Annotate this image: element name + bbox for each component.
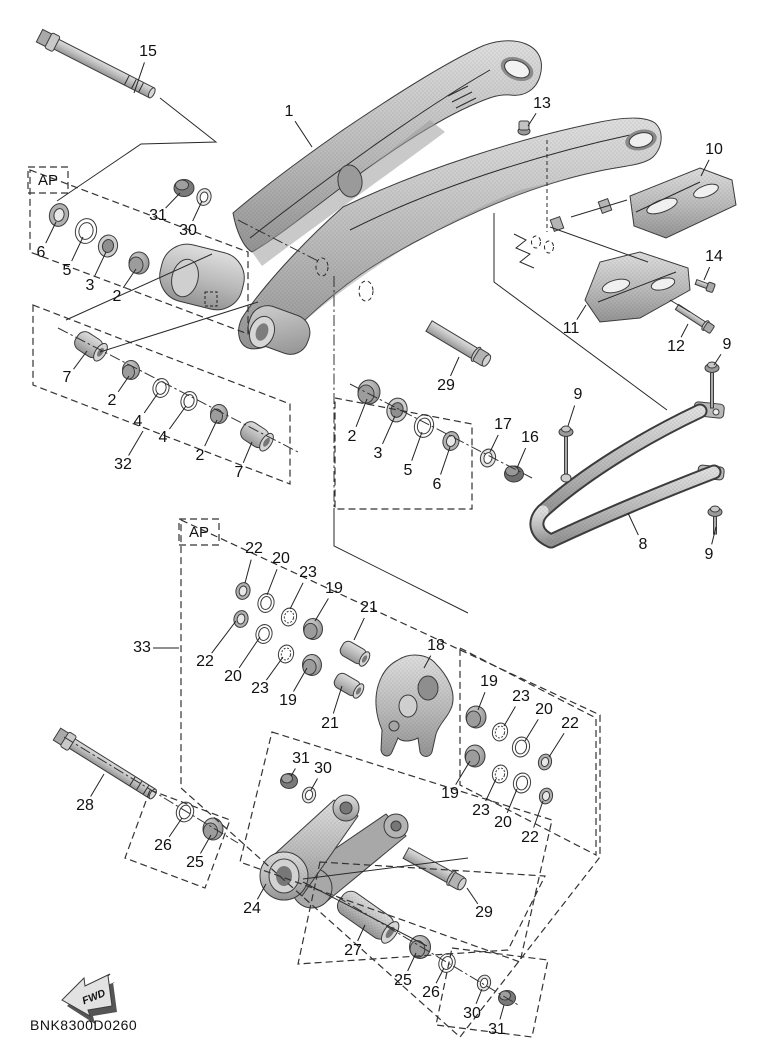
callout-leader-25 (408, 953, 416, 971)
callout-label-8: 8 (638, 536, 648, 554)
nut-31b (281, 774, 298, 789)
collar-7a (72, 329, 111, 364)
callout-leader-23 (290, 583, 303, 609)
callout-label-30: 30 (179, 222, 197, 240)
callout-label-14: 14 (705, 248, 723, 266)
callout-leader-4 (144, 393, 158, 413)
callout-leader-19 (456, 761, 470, 785)
callout-leader-22 (245, 560, 251, 583)
callout-leader-2 (205, 420, 217, 446)
callout-label-2: 2 (112, 288, 122, 306)
callout-leader-31 (166, 193, 180, 208)
callout-label-31: 31 (149, 207, 167, 225)
callout-leader-25 (200, 835, 211, 853)
callout-leader-24 (257, 884, 266, 899)
callout-label-18: 18 (427, 637, 445, 655)
callout-label-13: 13 (533, 95, 551, 113)
callout-leader-23 (266, 657, 283, 680)
callout-label-28: 28 (76, 797, 94, 815)
callout-leader-20 (267, 569, 277, 595)
callout-leader-20 (507, 789, 517, 813)
bearing-3a (96, 233, 120, 259)
callout-leader-14 (704, 267, 710, 280)
callout-label-26: 26 (154, 837, 172, 855)
bushing-19c (466, 706, 486, 728)
callout-label-23: 23 (512, 688, 530, 706)
callout-leader-23 (486, 779, 496, 801)
callout-label-25: 25 (394, 972, 412, 990)
washer-4b (179, 390, 199, 412)
circlip-20d (511, 771, 532, 795)
circlip-5a (73, 216, 99, 245)
callout-leader-13 (528, 113, 536, 126)
bolt-9b (559, 426, 573, 482)
callout-label-23: 23 (299, 564, 317, 582)
bushing-2b (358, 380, 380, 404)
circlip-20c (510, 735, 531, 759)
ap-label-top: AP (37, 171, 59, 189)
callout-label-19: 19 (325, 580, 343, 598)
callout-label-32: 32 (114, 456, 132, 474)
collar-21a (338, 639, 372, 668)
bushing-19b (303, 655, 322, 676)
callout-leader-22 (212, 621, 236, 653)
callout-label-23: 23 (472, 802, 490, 820)
ap-label-bottom: AP (188, 523, 210, 541)
callout-label-16: 16 (521, 429, 539, 447)
callout-label-20: 20 (494, 814, 512, 832)
nut-31a (174, 180, 194, 197)
oil-seal-22b (232, 609, 250, 629)
callout-leader-19 (315, 598, 328, 621)
bushing-2d (211, 405, 228, 424)
callout-leader-5 (412, 432, 422, 461)
callout-label-22: 22 (561, 715, 579, 733)
callout-leader-23 (504, 706, 515, 726)
callout-leader-1 (295, 121, 312, 147)
washer-4a (151, 377, 171, 399)
oil-seal-6a (47, 202, 71, 229)
callout-leader-6 (441, 447, 450, 475)
callout-label-2: 2 (107, 392, 117, 410)
callout-label-30: 30 (463, 1005, 481, 1023)
callout-label-19: 19 (480, 673, 498, 691)
callout-label-7: 7 (62, 369, 72, 387)
bolt-28 (52, 727, 159, 803)
callout-leader-8 (628, 513, 638, 535)
callout-leader-21 (333, 686, 342, 714)
callout-leader-2 (123, 269, 136, 288)
pivot-shaft-bolt (36, 28, 158, 101)
callout-label-29: 29 (475, 904, 493, 922)
callout-leader-22 (549, 733, 564, 757)
callout-label-33: 33 (133, 639, 151, 657)
washer-23a (280, 606, 299, 627)
callout-label-22: 22 (521, 829, 539, 847)
washer-30b (301, 786, 318, 805)
callout-label-21: 21 (360, 599, 378, 617)
bolt-12 (674, 302, 715, 334)
callout-label-5: 5 (62, 262, 72, 280)
diagram-code: BNK8300D0260 (30, 1017, 138, 1033)
bushing-2a (129, 252, 149, 274)
callout-label-24: 24 (243, 900, 261, 918)
callout-label-4: 4 (133, 413, 143, 431)
callout-label-31: 31 (292, 750, 310, 768)
callout-leader-16 (517, 448, 526, 468)
callout-leader-2 (118, 376, 129, 392)
callout-leader-7 (74, 351, 87, 369)
oil-seal-22d (538, 787, 554, 806)
collar-21b (332, 671, 366, 700)
relay-arm-18 (376, 655, 453, 756)
callout-label-9: 9 (722, 336, 732, 354)
swingarm-assembly (154, 41, 661, 360)
oil-seal-22c (537, 753, 553, 772)
callout-label-2: 2 (195, 447, 205, 465)
washer-17 (479, 447, 498, 468)
callout-label-11: 11 (562, 320, 580, 338)
callout-label-17: 17 (494, 416, 512, 434)
callout-label-15: 15 (139, 43, 157, 61)
callout-leader-26 (436, 968, 444, 983)
oil-seal-22a (234, 581, 252, 601)
callout-leader-28 (91, 774, 104, 797)
bushing-2c (123, 361, 140, 380)
circlip-20a (256, 592, 276, 614)
callout-label-22: 22 (196, 653, 214, 671)
callout-leader-20 (525, 719, 538, 741)
callout-label-31: 31 (488, 1021, 506, 1039)
bushing-19a (304, 619, 323, 640)
callout-label-1: 1 (284, 103, 294, 121)
washer-30a (195, 187, 213, 207)
callout-label-23: 23 (251, 680, 269, 698)
callout-label-6: 6 (36, 244, 46, 262)
callout-label-27: 27 (344, 942, 362, 960)
bolt-14 (694, 278, 715, 293)
callout-label-25: 25 (186, 854, 204, 872)
callout-label-10: 10 (705, 141, 723, 159)
callout-label-2: 2 (347, 428, 357, 446)
callout-label-20: 20 (272, 550, 290, 568)
callout-leader-9 (568, 405, 575, 426)
callout-leader-19 (293, 668, 307, 691)
callout-label-6: 6 (432, 476, 442, 494)
oil-seal-6b (441, 430, 461, 452)
callout-leader-29 (467, 888, 478, 904)
chain-guard-11 (585, 252, 690, 322)
chain-guard-10 (630, 168, 736, 238)
callout-leader-7 (243, 442, 252, 463)
callout-leader-32 (129, 431, 143, 456)
callout-label-5: 5 (403, 462, 413, 480)
callout-label-20: 20 (535, 701, 553, 719)
bushing-25a (203, 818, 223, 840)
bolt-29a (425, 319, 493, 369)
washer-23c (491, 721, 510, 742)
callout-label-4: 4 (158, 429, 168, 447)
callout-label-7: 7 (234, 464, 244, 482)
callout-leader-21 (354, 618, 364, 640)
callout-label-9: 9 (573, 386, 583, 404)
bearing-3b (384, 396, 409, 424)
callout-leader-4 (169, 406, 186, 429)
callout-label-21: 21 (321, 715, 339, 733)
callout-leader-17 (490, 435, 498, 452)
callout-leader-20 (239, 637, 260, 668)
connecting-rod-24 (260, 795, 408, 908)
callout-leader-31 (500, 1005, 504, 1019)
callout-leader-29 (450, 357, 459, 376)
callout-leader-11 (577, 305, 586, 320)
callout-label-30: 30 (314, 760, 332, 778)
callout-label-22: 22 (245, 540, 263, 558)
callout-leader-30 (193, 201, 202, 221)
callout-leader-5 (72, 237, 83, 261)
bolt-9a (705, 362, 719, 408)
washer-30c (476, 974, 493, 993)
callout-leader-26 (169, 818, 182, 837)
callout-label-20: 20 (224, 668, 242, 686)
callout-label-19: 19 (279, 692, 297, 710)
callout-label-12: 12 (667, 338, 685, 356)
callout-label-26: 26 (422, 984, 440, 1002)
callout-leader-12 (681, 324, 688, 337)
callout-label-9: 9 (704, 546, 714, 564)
callout-leader-30 (476, 989, 482, 1004)
bolt-13 (518, 121, 530, 135)
collar-7b (238, 419, 277, 454)
callout-label-29: 29 (437, 377, 455, 395)
callout-label-3: 3 (85, 277, 95, 295)
callout-leader-30 (311, 779, 318, 790)
fwd-arrow-label: FWD (80, 987, 108, 1008)
callout-leader-3 (95, 252, 106, 276)
callout-leader-3 (382, 416, 395, 444)
callout-label-19: 19 (441, 785, 459, 803)
callout-leader-9 (714, 354, 721, 365)
callout-leader-6 (46, 222, 56, 243)
callout-label-3: 3 (373, 445, 383, 463)
washer-23d (491, 763, 510, 784)
